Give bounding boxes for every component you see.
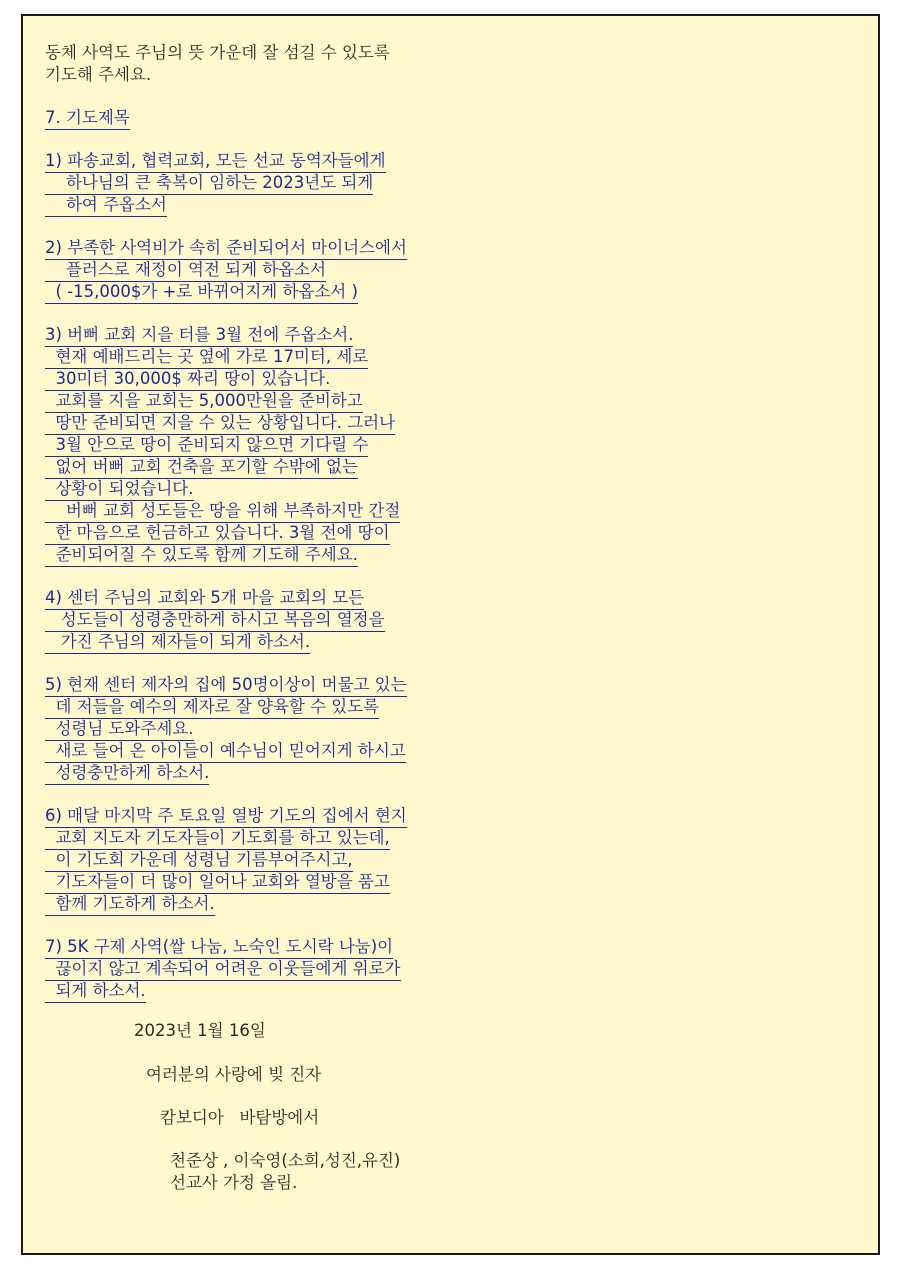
prayer-item-line: 이 기도회 가운데 성령님 기름부어주시고, <box>45 849 353 872</box>
prayer-item-line: 성령님 도와주세요. <box>45 718 194 741</box>
prayer-item-line: 교회 지도자 기도자들이 기도회를 하고 있는데, <box>45 827 390 850</box>
prayer-heading: 7. 기도제목 <box>45 107 130 130</box>
prayer-item-line: 6) 매달 마지막 주 토요일 열방 기도의 집에서 현지 <box>45 805 407 828</box>
prayer-item-line: 한 마음으로 헌금하고 있습니다. 3월 전에 땅이 <box>45 522 390 545</box>
intro-line: 동체 사역도 주님의 뜻 가운데 잘 섬길 수 있도록 <box>45 43 390 62</box>
intro-line: 기도해 주세요. <box>45 65 152 84</box>
prayer-item-line: 끊이지 않고 계속되어 어려운 이웃들에게 위로가 <box>45 958 401 981</box>
prayer-item-line: 플러스로 재정이 역전 되게 하옵소서 <box>45 259 326 282</box>
prayer-item-line: 3월 안으로 땅이 준비되지 않으면 기다릴 수 <box>45 434 368 457</box>
prayer-item-line: 7) 5K 구제 사역(쌀 나눔, 노숙인 도시락 나눔)이 <box>45 936 393 959</box>
prayer-item-line: 성령충만하게 하소서. <box>45 762 209 785</box>
prayer-item-line: 가진 주님의 제자들이 되게 하소서. <box>45 631 310 654</box>
prayer-item-line: 없어 버뻐 교회 건축을 포기할 수밖에 없는 <box>45 456 358 479</box>
prayer-item-line: 하여 주옵소서 <box>45 194 167 217</box>
prayer-item-line: 3) 버뻐 교회 지을 터를 3월 전에 주옵소서. <box>45 324 353 347</box>
prayer-item-line: 상황이 되었습니다. <box>45 478 194 501</box>
closing-location: 캄보디아 바탐방에서 <box>160 1108 320 1127</box>
prayer-item-line: 2) 부족한 사역비가 속히 준비되어서 마이너스에서 <box>45 237 407 260</box>
prayer-item-line: 함께 기도하게 하소서. <box>45 893 215 916</box>
closing-line: 여러분의 사랑에 빚 진자 <box>146 1065 322 1084</box>
prayer-item-line: 교회를 지을 교회는 5,000만원을 준비하고 <box>45 390 363 413</box>
prayer-item-line: 되게 하소서. <box>45 980 146 1003</box>
signers: 천준상 , 이숙영(소희,성진,유진) <box>170 1151 401 1170</box>
prayer-item-line: 하나님의 큰 축복이 임하는 2023년도 되게 <box>45 172 373 195</box>
prayer-item-line: 새로 들어 온 아이들이 예수님이 믿어지게 하시고 <box>45 740 406 763</box>
prayer-item-line: 준비되어질 수 있도록 함께 기도해 주세요. <box>45 544 358 567</box>
prayer-item-line: ( -15,000$가 +로 바뀌어지게 하옵소서 ) <box>45 281 358 304</box>
prayer-item-line: 성도들이 성령충만하게 하시고 복음의 열정을 <box>45 609 385 632</box>
prayer-item-line: 1) 파송교회, 협력교회, 모든 선교 동역자들에게 <box>45 150 386 173</box>
prayer-item-line: 기도자들이 더 많이 일어나 교회와 열방을 품고 <box>45 871 390 894</box>
prayer-item-line: 현재 예배드리는 곳 옆에 가로 17미터, 세로 <box>45 346 368 369</box>
prayer-item-line: 버뻐 교회 성도들은 땅을 위해 부족하지만 간절 <box>45 500 400 523</box>
prayer-item-line: 30미터 30,000$ 짜리 땅이 있습니다. <box>45 368 330 391</box>
prayer-item-line: 5) 현재 센터 제자의 집에 50명이상이 머물고 있는 <box>45 674 407 697</box>
prayer-item-line: 데 저들을 예수의 제자로 잘 양육할 수 있도록 <box>45 696 379 719</box>
prayer-item-line: 땅만 준비되면 지을 수 있는 상황입니다. 그러나 <box>45 412 395 435</box>
prayer-item-line: 4) 센터 주님의 교회와 5개 마을 교회의 모든 <box>45 587 364 610</box>
signature-line: 선교사 가정 올림. <box>170 1173 298 1192</box>
letter-date: 2023년 1월 16일 <box>134 1021 266 1040</box>
